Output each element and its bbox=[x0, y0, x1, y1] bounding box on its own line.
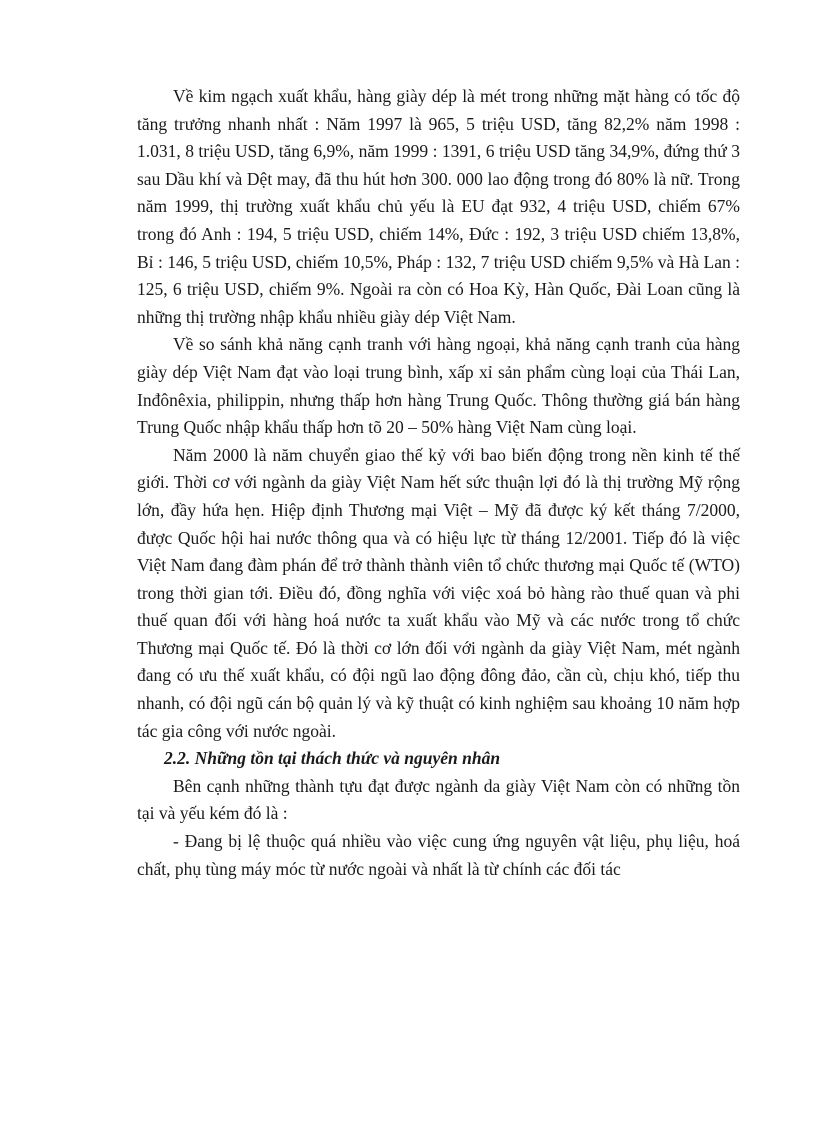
paragraph-competitiveness: Về so sánh khả năng cạnh tranh với hàng ngoại, khả năng cạnh tranh của hàng giày dép Việt Nam đạt vào loại trung bình, xấp xỉ sản phẩm cùng loại của Thái Lan, Inđônêxia, philippin, nhưng thấp hơn hàng Trung Quốc. Thông thường giá bán hàng Trung Quốc nhập khẩu thấp hơn tõ 20 – 50% hàng Việt Nam cùng loại. bbox=[137, 334, 740, 438]
bullet-dependency: - Đang bị lệ thuộc quá nhiều vào việc cung ứng nguyên vật liệu, phụ liệu, hoá chất, phụ tùng máy móc từ nước ngoài và nhất là từ chính các đối tác bbox=[137, 831, 740, 879]
body-text bbox=[137, 83, 740, 883]
paragraph-weaknesses-intro: Bên cạnh những thành tựu đạt được ngành da giày Việt Nam còn có những tồn tại và yếu kém đó là : bbox=[137, 775, 740, 824]
section-heading: 2.2. Những tồn tại thách thức và nguyên nhân bbox=[164, 748, 501, 769]
paragraph-year-2000: Năm 2000 là năm chuyển giao thế kỷ với bao biến động trong nền kinh tế thế giới. Thời cơ với ngành da giày Việt Nam hết sức thuận lợi đó là thị trường Mỹ rộng lớn, đầy hứa hẹn. Hiệp định Thương mại Việt – Mỹ đã được ký kết tháng 7/2000, được Quốc hội hai nước thông qua và có hiệu lực từ tháng 12/2001. Tiếp đó là việc Việt Nam đang đàm phán để trở thành thành viên tổ chức thương mại Quốc tế (WTO) trong thời gian tới. Điều đó, đồng nghĩa với việc xoá bỏ hàng rào thuế quan và phi thuế quan đối với hàng hoá nước ta xuất khẩu vào Mỹ và các nước trong tổ chức Thương mại Quốc tế. Đó là thời cơ lớn đối với ngành da giày Việt Nam, mét ngành đang có ưu thế xuất khẩu, có đội ngũ lao động đông đảo, cần cù, chịu khó, tiếp thu nhanh, có đội ngũ cán bộ quản lý và kỹ thuật có kinh nghiệm sau khoảng 10 năm hợp tác gia công với nước ngoài. bbox=[137, 444, 740, 741]
paragraph-export-turnover: Về kim ngạch xuất khẩu, hàng giày dép là mét trong những mặt hàng có tốc độ tăng trưởng nhanh nhất : Năm 1997 là 965, 5 triệu USD, tăng 82,2% năm 1998 : 1.031, 8 triệu USD, tăng 6,9%, năm 1999 : 1391, 6 triệu USD tăng 34,9%, đứng thứ 3 sau Dầu khí và Dệt may, đã thu hút hơn 300. 000 lao động trong đó 80% là nữ. Trong năm 1999, thị trường xuất khẩu chủ yếu là EU đạt 932, 4 triệu USD, chiếm 67% trong đó Anh : 194, 5 triệu USD, chiếm 14%, Đức : 192, 3 triệu USD chiếm 13,8%, Bỉ : 146, 5 triệu USD, chiếm 10,5%, Pháp : 132, 7 triệu USD chiếm 9,5% và Hà Lan : 125, 6 triệu USD, chiếm 9%. Ngoài ra còn có Hoa Kỳ, Hàn Quốc, Đài Loan cũng là những thị trường nhập khẩu nhiều giày dép Việt Nam. bbox=[137, 86, 740, 327]
